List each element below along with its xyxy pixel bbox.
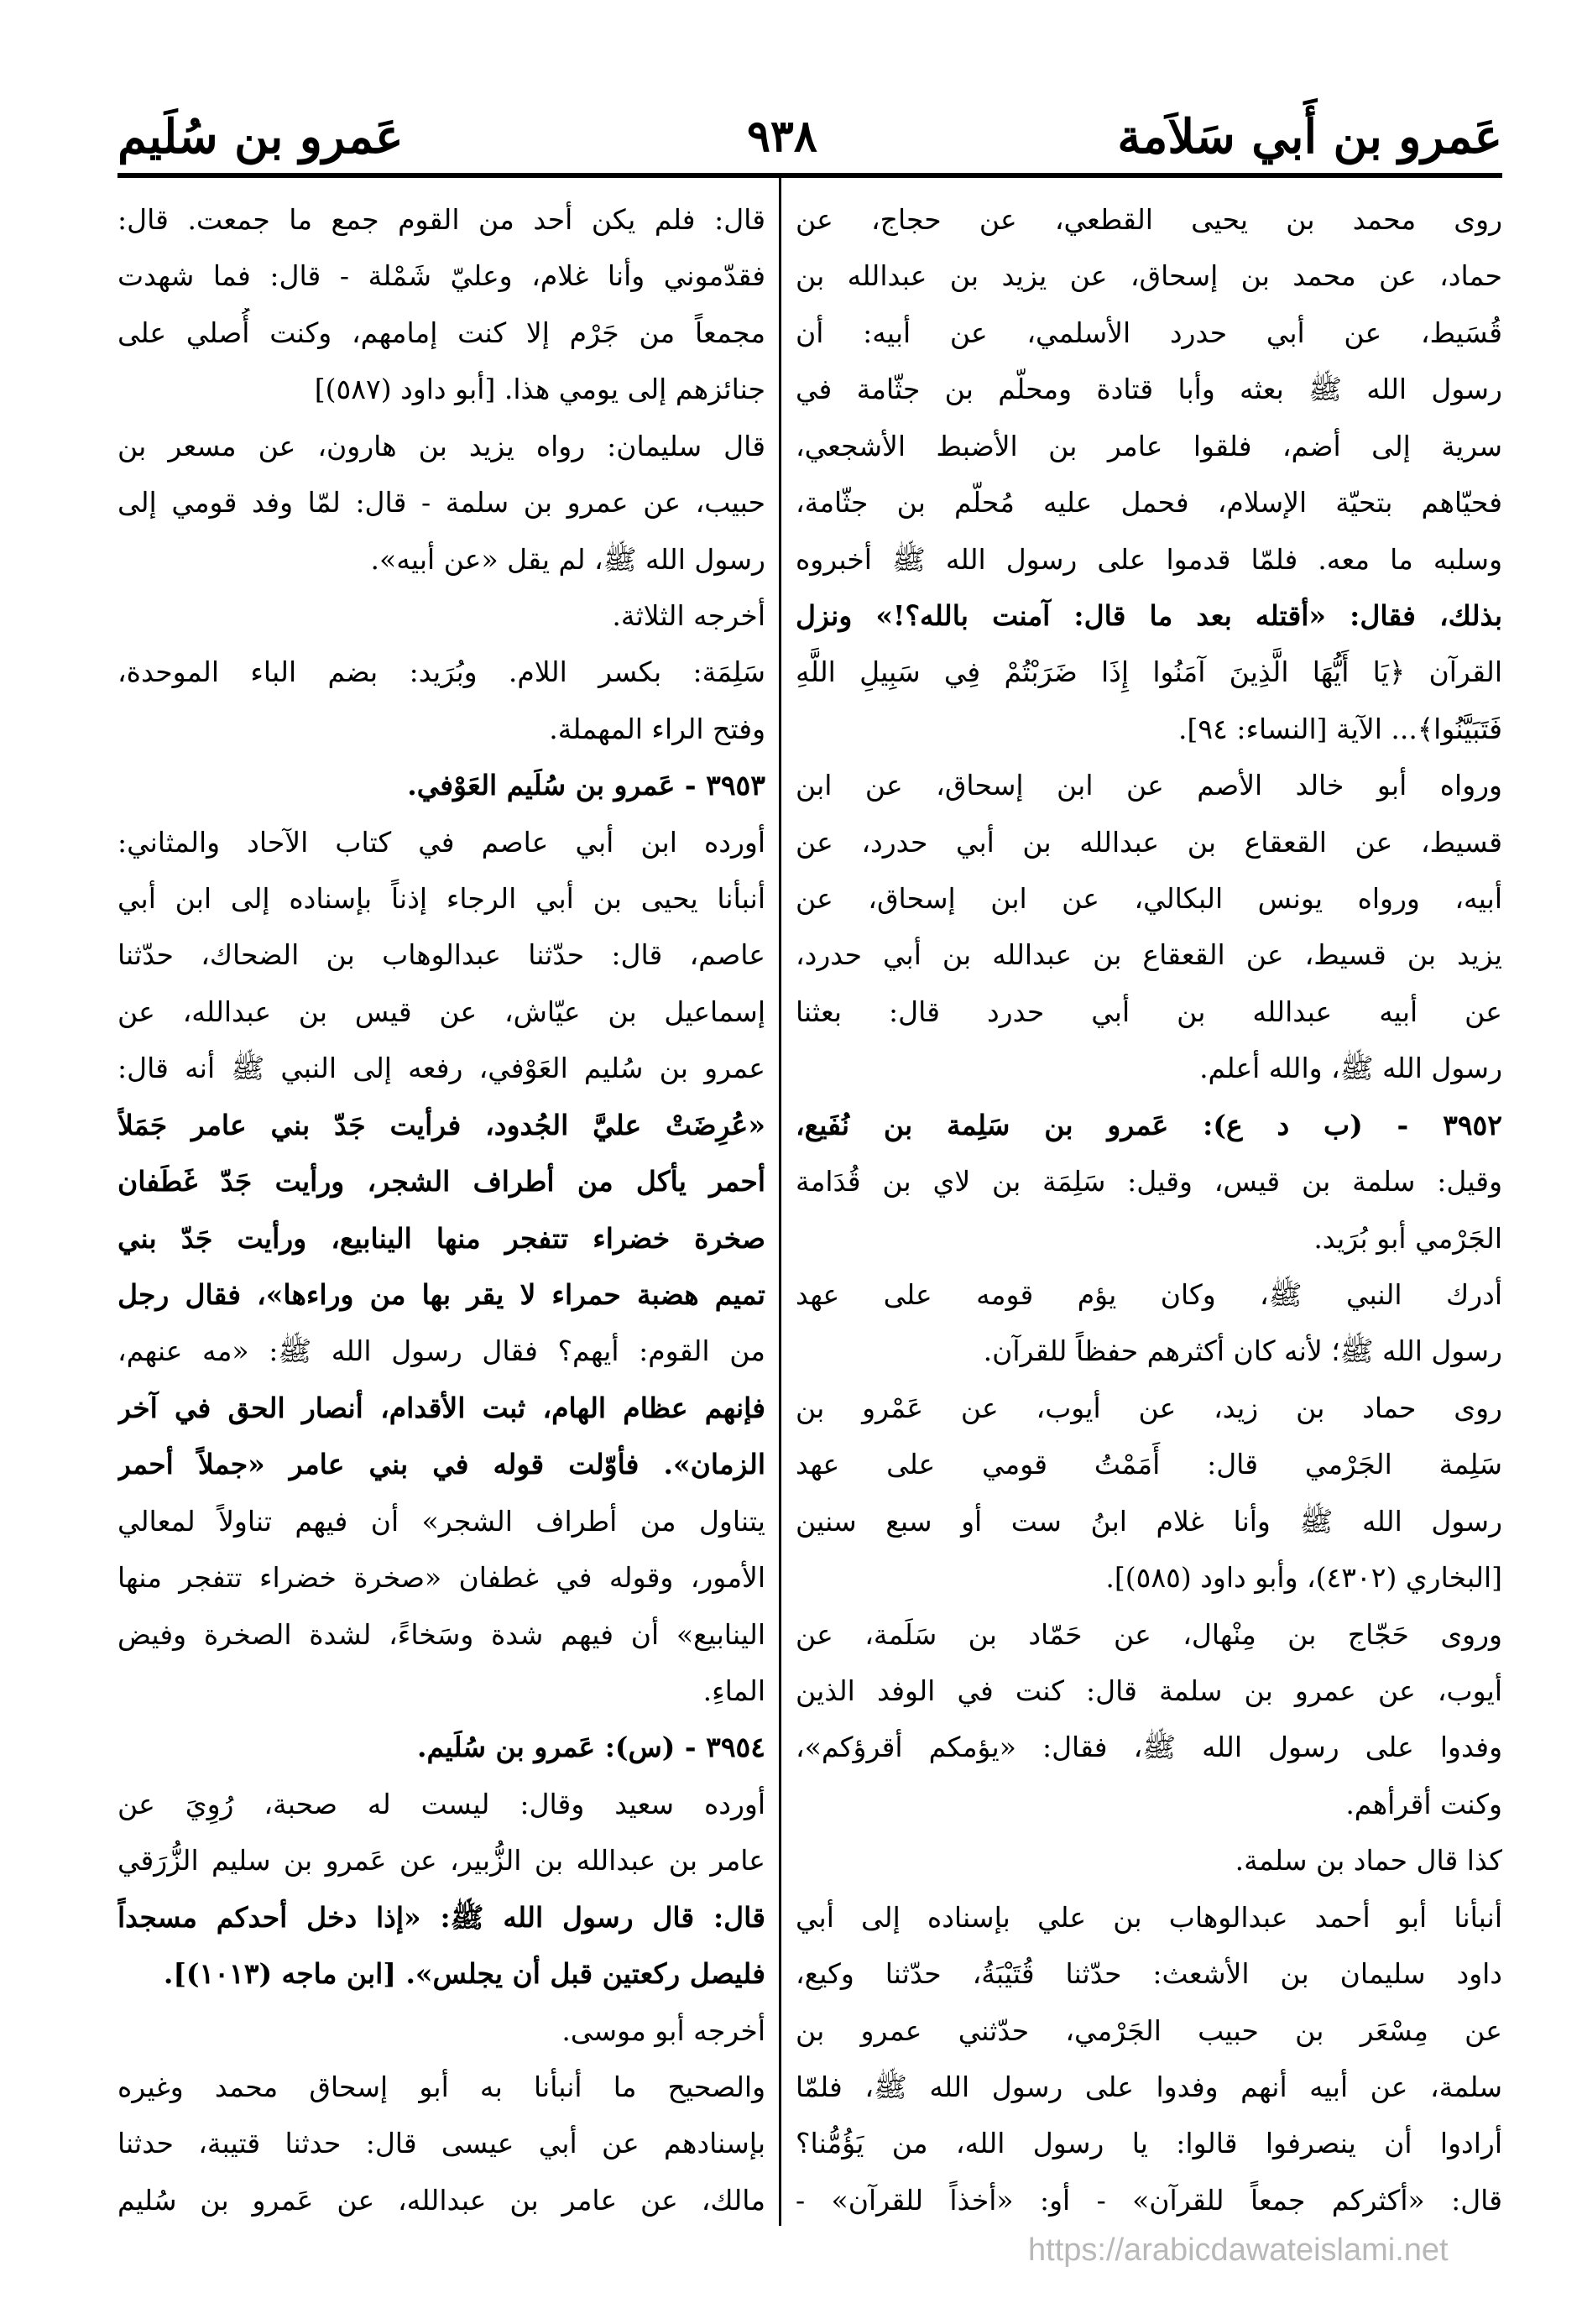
text-line: صخرة خضراء تتفجر منها الينابيع، ورأيت جَدّ بني [117, 1221, 765, 1255]
text-line: مجمعاً من جَرْم إلا كنت إمامهم، وكنت أُصلي على [117, 316, 765, 349]
text-line: رسول الله ﷺ، والله أعلم. [1199, 1052, 1502, 1085]
text-line: إسماعيل بن عيّاش، عن قيس بن عبدالله، عن [117, 995, 765, 1028]
text-line: الأمور، وقوله في غطفان «صخرة خضراء تتفجر منها [117, 1561, 765, 1595]
text-line: وقيل: سلمة بن قيس، وقيل: سَلِمَة بن لاي بن قُدَامة [796, 1165, 1502, 1199]
text-line: سلمة، عن أبيه أنهم وفدوا على رسول الله ﷺ، فلمّا [796, 2070, 1502, 2103]
text-line: أحمر يأكل من أطراف الشجر، ورأيت جَدّ غَطَفان [117, 1165, 765, 1199]
text-line: عمرو بن سُليم العَوْفي، رفعه إلى النبي ﷺ أنه قال: [117, 1052, 765, 1085]
text-line: مالك، عن عامر بن عبدالله، عن عَمرو بن سُليم [117, 2183, 765, 2217]
text-line: فَتَبَيَّنُوا﴾... الآية [النساء: ٩٤]. [1178, 712, 1502, 745]
text-line: تميم هضبة حمراء لا يقر بها من وراءها»، فقال رجل [117, 1278, 765, 1312]
text-line: أخرجه الثلاثة. [612, 598, 765, 632]
text-line: قُسَيط، عن أبي حدرد الأسلمي، عن أبيه: أن [796, 316, 1502, 349]
text-line: الماءِ. [702, 1674, 765, 1707]
text-line: رسول الله ﷺ وأنا غلام ابنُ ست أو سبع سنين [796, 1504, 1502, 1538]
text-line: فليصل ركعتين قبل أن يجلس». [ابن ماجه (١٠١٣)]. [163, 1957, 765, 1991]
text-line: سَلِمَة: بكسر اللام. وبُرَيد: بضم الباء الموحدة، [117, 655, 765, 689]
text-line: عن مِسْعَر بن حبيب الجَرْمي، حدّثني عمرو بن [796, 2013, 1502, 2047]
text-line: والصحيح ما أنبأنا به أبو إسحاق محمد وغيره [117, 2070, 765, 2103]
text-line: من القوم: أيهم؟ فقال رسول الله ﷺ: «مه عنهم، [117, 1334, 765, 1368]
text-line: رسول الله ﷺ، لم يقل «عن أبيه». [370, 542, 765, 576]
text-line: ٣٩٥٤ - (س): عَمرو بن سُلَيم. [417, 1731, 765, 1764]
text-line: كذا قال حماد بن سلمة. [1235, 1844, 1502, 1877]
right-column [796, 195, 1502, 2226]
text-line: فقدّموني وأنا غلام، وعليّ شَمْلة - قال: فما شهدت [117, 259, 765, 293]
text-line: يتناول من أطراف الشجر» أن فيهم تناولاً لمعالي [117, 1504, 765, 1538]
text-line: حماد، عن محمد بن إسحاق، عن يزيد بن عبدالله بن [796, 259, 1502, 293]
text-line: جنائزهم إلى يومي هذا. [أبو داود (٥٨٧)] [314, 373, 765, 406]
text-line: ورواه أبو خالد الأصم عن ابن إسحاق، عن ابن [796, 769, 1502, 802]
text-line: قال سليمان: رواه يزيد بن هارون، عن مسعر بن [117, 429, 765, 462]
text-line: أرادوا أن ينصرفوا قالوا: يا رسول الله، من يَؤُمُّنا؟ [796, 2127, 1502, 2160]
text-line: رسول الله ﷺ بعثه وأبا قتادة ومحلّم بن جثّامة في [796, 373, 1502, 406]
text-line: قال: قال رسول الله ﷺ: «إذا دخل أحدكم مسجداً [117, 1900, 765, 1934]
text-line: أخرجه أبو موسى. [561, 2013, 765, 2047]
text-line: عاصم، قال: حدّثنا عبدالوهاب بن الضحاك، حدّثنا [117, 938, 765, 972]
text-line: [البخاري (٤٣٠٢)، وأبو داود (٥٨٥)]. [1105, 1561, 1502, 1595]
text-line: حبيب، عن عمرو بن سلمة - قال: لمّا وفد قومي إلى [117, 486, 765, 520]
running-header-left: عَمرو بن سُلَيم [117, 109, 404, 165]
text-line: الينابيع» أن فيهم شدة وسَخاءً، لشدة الصخرة وفيض [117, 1617, 765, 1651]
text-line: أنبأنا يحيى بن أبي الرجاء إذناً بإسناده إلى ابن أبي [117, 882, 765, 916]
text-line: قال: «أكثركم جمعاً للقرآن» - أو: «أخذاً للقرآن» - [796, 2183, 1502, 2217]
text-line: الجَرْمي أبو بُرَيد. [1313, 1221, 1502, 1255]
text-line: أدرك النبي ﷺ، وكان يؤم قومه على عهد [796, 1278, 1502, 1312]
text-line: ٣٩٥٣ - عَمرو بن سُلَيم العَوْفي. [407, 769, 765, 802]
text-line: قسيط، عن القعقاع بن عبدالله بن أبي حدرد، عن [796, 825, 1502, 859]
text-line: الزمان». فأوّلت قوله في بني عامر «جملاً أحمر [117, 1448, 765, 1481]
running-header-right: عَمرو بن أَبي سَلاَمة [1117, 109, 1502, 165]
header-rule [117, 173, 1502, 178]
text-line: بإسنادهم عن أبي عيسى قال: حدثنا قتيبة، حدثنا [117, 2127, 765, 2160]
text-line: يزيد بن قسيط، عن القعقاع بن عبدالله بن أبي حدرد، [796, 938, 1502, 972]
text-line: فإنهم عظام الهام، ثبت الأقدام، أنصار الحق في آخر [117, 1391, 765, 1424]
page-number: ٩٣٨ [747, 111, 817, 162]
text-line: وفتح الراء المهملة. [549, 712, 765, 745]
text-line: وفدوا على رسول الله ﷺ، فقال: «يؤمكم أقرؤكم»، [796, 1731, 1502, 1764]
text-line: وسلبه ما معه. فلمّا قدموا على رسول الله ﷺ أخبروه [796, 542, 1502, 576]
text-line: رسول الله ﷺ؛ لأنه كان أكثرهم حفظاً للقرآن. [983, 1334, 1502, 1368]
text-line: عامر بن عبدالله بن الزُّبير، عن عَمرو بن سليم الزُّرَقي [117, 1844, 765, 1877]
column-divider [779, 178, 781, 2226]
text-line: بذلك، فقال: «أقتله بعد ما قال: آمنت بالله؟!» ونزل [796, 598, 1502, 632]
text-line: ٣٩٥٢ - (ب د ع): عَمرو بن سَلِمة بن نُفَيع، [796, 1108, 1502, 1141]
text-line: روى محمد بن يحيى القطعي، عن حجاج، عن [796, 203, 1502, 236]
text-line: أورده ابن أبي عاصم في كتاب الآحاد والمثاني: [117, 825, 765, 859]
text-line: روى حماد بن زيد، عن أيوب، عن عَمْرو بن [796, 1391, 1502, 1424]
text-line: عن أبيه عبدالله بن أبي حدرد قال: بعثنا [796, 995, 1502, 1028]
text-line: سَلِمة الجَرْمي قال: أَمَمْتُ قومي على عهد [796, 1448, 1502, 1481]
text-line: سرية إلى أضم، فلقوا عامر بن الأضبط الأشجعي، [796, 429, 1502, 462]
text-line: قال: فلم يكن أحد من القوم جمع ما جمعت. قال: [117, 203, 765, 236]
text-line: القرآن ﴿يَا أَيُّهَا الَّذِينَ آمَنُوا إِذَا ضَرَبْتُمْ فِي سَبِيلِ اللَّهِ [796, 655, 1502, 689]
text-line: وروى حَجّاج بن مِنْهال، عن حَمّاد بن سَلَمة، عن [796, 1617, 1502, 1651]
website-watermark: https://arabicdawateislami.net [1028, 2233, 1449, 2268]
text-line: فحيّاهم بتحيّة الإسلام، فحمل عليه مُحلّم بن جثّامة، [796, 486, 1502, 520]
text-line: داود سليمان بن الأشعث: حدّثنا قُتَيْبَةُ، حدّثنا وكيع، [796, 1957, 1502, 1991]
text-line: أنبأنا أبو أحمد عبدالوهاب بن علي بإسناده إلى أبي [796, 1900, 1502, 1934]
left-column [117, 195, 765, 2226]
text-line: أبيه، ورواه يونس البكالي، عن ابن إسحاق، عن [796, 882, 1502, 916]
text-line: أورده سعيد وقال: ليست له صحبة، رُوِيَ عن [117, 1787, 765, 1820]
text-line: أيوب، عن عمرو بن سلمة قال: كنت في الوفد الذين [796, 1674, 1502, 1707]
text-line: وكنت أقرأهم. [1345, 1787, 1502, 1820]
text-line: «عُرِضَتْ عليَّ الجُدود، فرأيت جَدّ بني عامر جَمَلاً [117, 1108, 765, 1141]
